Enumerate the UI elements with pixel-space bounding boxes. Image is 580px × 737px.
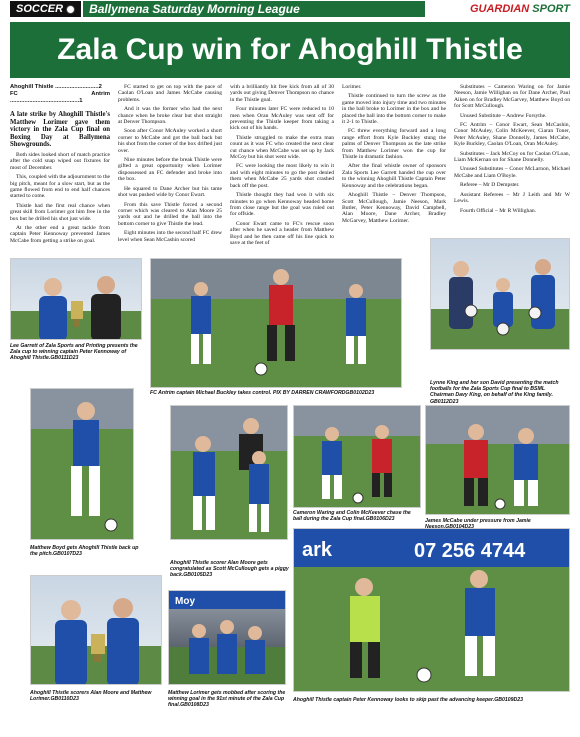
paragraph: Substitutes – Jack McCoy on for Caolan O'Loan, Liam McKernan on for Shane Donnelly.	[454, 150, 570, 164]
article-column-5	[454, 84, 570, 254]
photo-matthew-boyd	[30, 388, 134, 540]
caption-4: Cameron Waring and Colin McKeever chase the ball during the Zala Cup final.GB0106D23	[293, 510, 411, 523]
paragraph: Eight minutes into the second half FC drew level when Sean McCashin scored	[118, 230, 222, 243]
photo-mccabe-art	[426, 406, 570, 515]
photo-matthew-boyd-art	[31, 389, 134, 540]
lead-paragraph: A late strike by Ahoghill Thistle's Matthew Lorimer gave them victory in the Zala Cup final on Boxing Day at Ballymena Showgrounds.	[10, 111, 110, 149]
photo-fc-antrim-captain	[150, 258, 402, 388]
paragraph: with a brilliantly hit free kick from all of 30 yards out giving Denver Thompson no chance in the Thistle goal.	[230, 84, 334, 103]
photo-lorimer-art	[169, 591, 286, 685]
photo-cup-presentation-art	[11, 259, 142, 340]
paragraph: FC started to get on top with the pace of Caolan O'Loan and James McCabe causing problems.	[118, 84, 222, 103]
paragraph: Ahoghill Thistle – Denver Thompson, Scott McCullough, Jamie Neeson, Mark Butler, Peter Kennoway, David Campbell, Alan Moore, Dane Archer, Bradley McGarvey, Matthew Lorimer.	[342, 192, 446, 224]
paragraph: Thistle thought they had won it with six minutes to go when Kennoway headed home from close range but the goal was ruled out for offside.	[230, 192, 334, 218]
headline: Zala Cup win for Ahoghill Thistle	[10, 22, 570, 78]
paragraph: FC threw everything forward and a long range effort from Kyle Buckley stung the palms of Denver Thompson as the late strike from Matthew Lorimer won the cup for Thistle in dramatic fashion.	[342, 128, 446, 161]
score-line-1: Ahoghill Thistle ...........................2	[10, 84, 102, 90]
caption-3: Lynne King and her son David presenting the match footballs for the Zala Sports Cup final to BSML Chairman Davy King, on behalf of the King family. GB0112D23	[430, 380, 559, 405]
ad-board-text: Moy	[175, 596, 195, 607]
photo-alan-moore-art	[171, 406, 288, 540]
photo-lorimer-mobbed	[168, 590, 286, 685]
caption-7: Ahoghill Thistle scorer Alan Moore gets congratulated as Scott McCullough gets a piggy back.GB0105D23	[170, 560, 289, 579]
paragraph: Lorimer.	[342, 84, 362, 90]
paragraph: Thistle continued to turn the screw as the game moved into injury time and two minutes in the ball broke to Lorimer in the box and he placed the ball into the bottom corner to make it 2-1 to Thistle.	[342, 93, 446, 126]
brand-sport: SPORT	[532, 3, 570, 15]
ad-board-phone: 07 256 4744	[414, 540, 526, 562]
paragraph: Thistle had the first real chance when great skill from Lorimer got him free in the box but he drilled his shot just wide.	[10, 202, 110, 222]
caption-5: James McCabe under pressure from Jamie	[425, 518, 531, 524]
paragraph: Thistle struggled to make the extra man count as it was FC who created the next clear cut chance when McCabe was set up by Jack McCoy but his shot went wide.	[230, 134, 334, 161]
paragraph: And it was the former who had the next chance when he broke clear but shot straight at Denver Thompson.	[118, 106, 222, 126]
caption-6: Matthew Boyd gets Ahoghill Thistle back up the pitch.GB0107D23	[30, 545, 139, 558]
photo-fc-antrim-captain-art	[151, 259, 402, 388]
photo-kennoway-art	[294, 529, 570, 692]
caption-2: FC Antrim captain Michael Buckley takes control. PIX BY DARREN CRAWFORDGB0102D23	[150, 390, 375, 396]
paragraph: Substitutes – Cameron Waring on for Jamie Neeson, Jamie Willighan on for Dane Archer, Paul Aiken on for Bradley McGarvey, Matthew Boyd on for Scott McCullough.	[454, 84, 570, 110]
paragraph: Unused Substitute – Andrew Forsythe.	[460, 112, 547, 119]
photo-chase-ball-art	[294, 406, 421, 508]
paragraph: Referee – Mr D Dempster.	[460, 182, 520, 189]
paragraph: Both sides looked short of match practice after the cold snap wiped out fixtures for most of December.	[10, 151, 110, 171]
paragraph: He squared to Dane Archer but his tame shot was pushed wide by Conor Ewart.	[118, 185, 222, 199]
photo-match-footballs-art	[431, 239, 570, 350]
paragraph: Four minutes later FC were reduced to 10 men when Oran McAuley was sent off for preventing the Thistle keeper from taking a kick out of his hands.	[230, 106, 334, 132]
article-column-4	[342, 84, 446, 254]
paragraph: Conor Ewart came to FC's rescue soon after when he saved a header from Matthew Boyd and he then came off his line quick to save at the feet of	[230, 220, 334, 246]
photo-mccabe-under-pressure	[425, 405, 570, 515]
caption-1: Lee Garrett of Zala Sports and Printing presents the Zala cup to winning captain Peter Kennoway of Ahoghill Thistle.GB0111D23	[10, 343, 138, 362]
caption-10: Ahoghill Thistle captain Peter Kennoway looks to skip past the advancing keeper.GB0109D23	[293, 697, 524, 703]
photo-cup-presentation	[10, 258, 142, 340]
score-line-2: FC Antrim ...........................................1	[10, 91, 110, 104]
section-label: SOCCER	[16, 3, 64, 15]
photo-scorers-with-cup	[30, 575, 162, 685]
paragraph: FC Antrim – Conor Ewart, Sean McCashin, Conor McAuley, Colin McKeever, Ciaran Toner, Peter McAuley, Shane Donnelly, James McCabe, Kyle Buckley, Caolan O'Loan, Oran McAuley.	[454, 122, 570, 148]
paragraph: This, coupled with the adjournment to the big pitch, meant for a slow start, but as the game flowed from end to end half chances started to come.	[10, 174, 110, 200]
paragraph: From this save Thistle forced a second corner which was cleared to Alan Moore 25 yards out and he drilled the ball into the bottom corner to give Thistle the lead.	[118, 201, 222, 227]
photo-scorers-art	[31, 576, 162, 685]
paragraph: Assistant Referees – Mr J Leith and Mr W Lewis.	[454, 191, 570, 205]
photo-alan-moore-congratulated	[170, 405, 288, 540]
league-banner: Ballymena Saturday Morning League	[83, 1, 425, 17]
brand-guardian: GUARDIAN	[469, 3, 530, 15]
paragraph: After the final whistle owner of sponsors Zala Sports Lee Garrett handed the cup over to the winning Ahoghill Thistle Captain Peter Kennoway and the celebrations began.	[342, 163, 446, 189]
photo-chase-the-ball	[293, 405, 421, 508]
brand-logo	[470, 3, 570, 15]
photo-kennoway-keeper	[293, 528, 570, 692]
paragraph: Unused Substitutes – Conor McLarnon, Michael McCabe and Liam O'Boyle.	[454, 166, 570, 179]
article-column-3	[230, 84, 334, 254]
section-tag	[10, 1, 81, 17]
ad-board-brand: ark	[302, 539, 333, 561]
caption-9: Matthew Lorimer gets mobbed after scoring the winning goal in the 91st minute of the Zala Cup final.GB0108D23	[168, 690, 286, 709]
top-strip	[0, 0, 580, 18]
football-icon	[66, 5, 75, 14]
photo-match-footballs	[430, 238, 570, 350]
caption-8: Ahoghill Thistle scorers Alan Moore and Matthew Lorimer.GB0110D23	[30, 690, 152, 703]
paragraph: At the other end a great tackle from captain Peter Kennoway prevented James McCabe from getting a strike on goal.	[10, 225, 110, 244]
paragraph: Fourth Official – Mr R Willighan.	[460, 207, 537, 214]
paragraph: Nine minutes before the break Thistle were gifted a great opportunity when Lorimer dispossessed an FC defender and broke into the box.	[118, 157, 222, 183]
paragraph: FC were looking the most likely to win it and with eight minutes to go the post denied them when McCabe 25 yards shot crashed back off the post.	[230, 163, 334, 189]
paragraph: Soon after Conor McAuley worked a short corner to McCabe and got the ball back but his shot from the corner of the box drifted just over.	[118, 128, 222, 154]
article-column-2	[118, 84, 222, 254]
